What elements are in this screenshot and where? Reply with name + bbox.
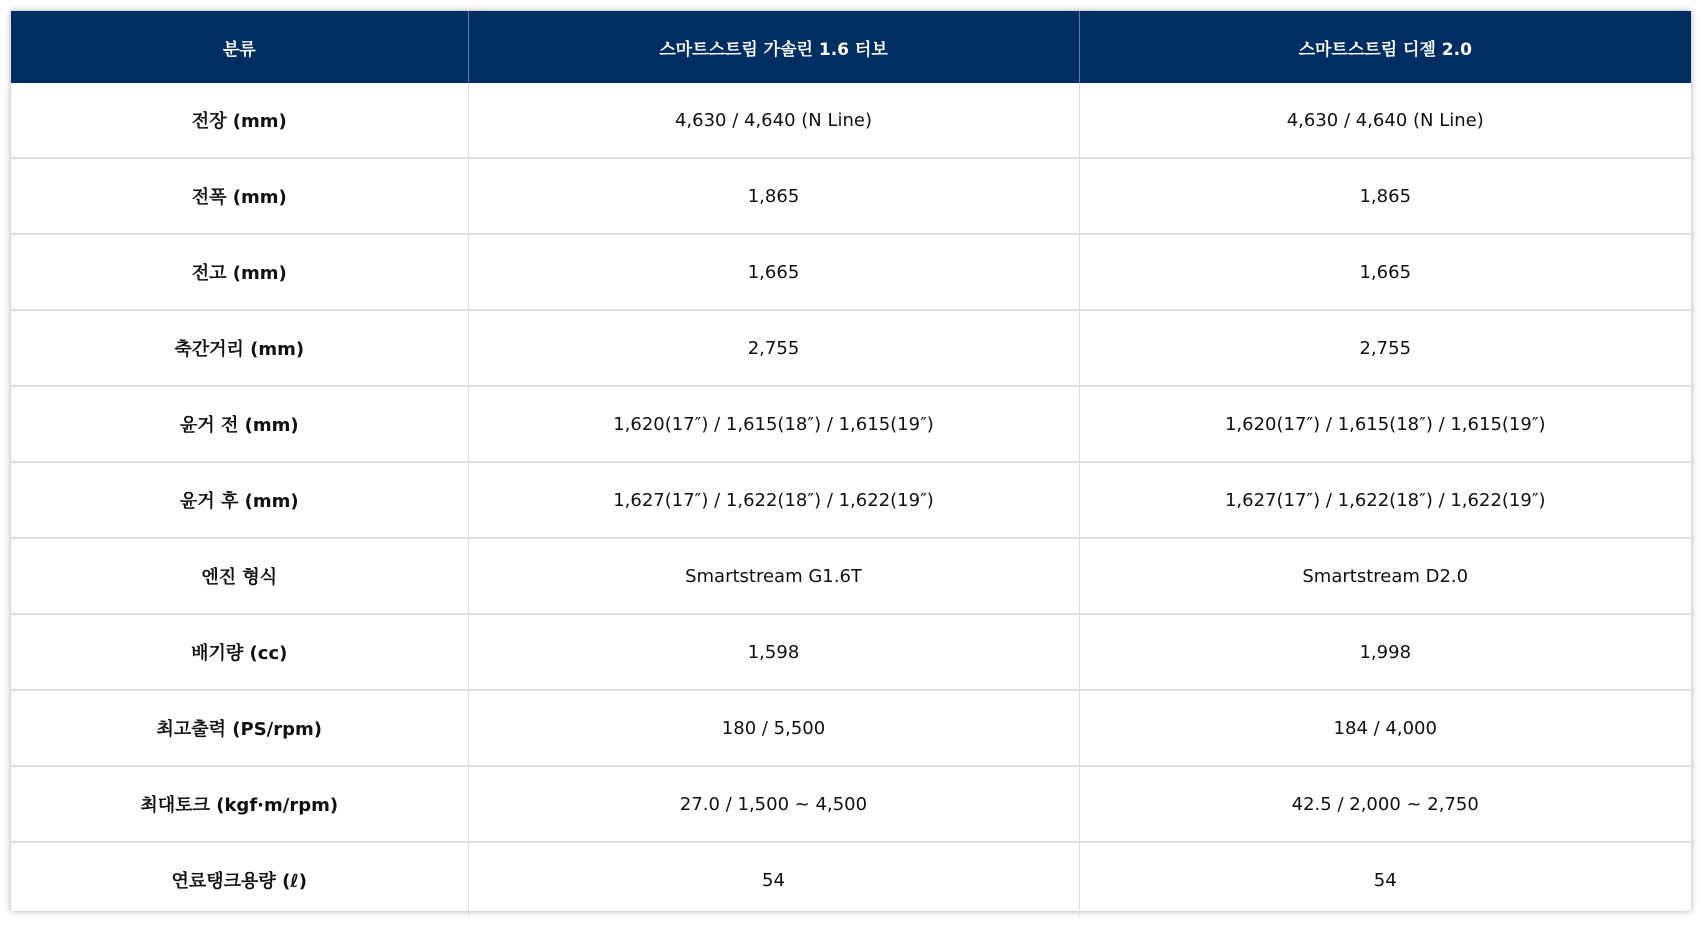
gasoline-value: 1,598 <box>468 614 1079 690</box>
diesel-value: 1,865 <box>1079 158 1691 234</box>
table-row <box>11 842 1691 917</box>
row-label: 배기량 (cc) <box>11 614 468 690</box>
gasoline-value: Smartstream G1.6T <box>468 538 1079 614</box>
gasoline-value: 180 / 5,500 <box>468 690 1079 766</box>
row-label: 전폭 (mm) <box>11 158 468 234</box>
diesel-value: 2,755 <box>1079 310 1691 386</box>
spec-table-frame <box>11 11 1691 911</box>
row-label: 엔진 형식 <box>11 538 468 614</box>
diesel-value: 4,630 / 4,640 (N Line) <box>1079 83 1691 158</box>
header-diesel: 스마트스트림 디젤 2.0 <box>1079 11 1691 83</box>
table-header <box>11 11 1691 83</box>
table-row <box>11 690 1691 766</box>
diesel-value: 42.5 / 2,000 ~ 2,750 <box>1079 766 1691 842</box>
table-row <box>11 83 1691 158</box>
diesel-value: 1,620(17″) / 1,615(18″) / 1,615(19″) <box>1079 386 1691 462</box>
diesel-value: Smartstream D2.0 <box>1079 538 1691 614</box>
table-row <box>11 158 1691 234</box>
table-row <box>11 766 1691 842</box>
table-row <box>11 310 1691 386</box>
table-row <box>11 614 1691 690</box>
table-row <box>11 538 1691 614</box>
diesel-value: 54 <box>1373 869 1397 891</box>
gasoline-value: 1,627(17″) / 1,622(18″) / 1,622(19″) <box>468 462 1079 538</box>
row-label: 최대토크 (kgf·m/rpm) <box>11 766 468 842</box>
diesel-value: 1,627(17″) / 1,622(18″) / 1,622(19″) <box>1079 462 1691 538</box>
row-label: 전장 (mm) <box>11 83 468 158</box>
table-row <box>11 386 1691 462</box>
gasoline-value: 54 <box>468 842 1079 917</box>
header-row <box>11 11 1691 83</box>
diesel-value: 184 / 4,000 <box>1079 690 1691 766</box>
row-label: 전고 (mm) <box>11 234 468 310</box>
header-category: 분류 <box>11 11 468 83</box>
row-label: 윤거 후 (mm) <box>11 462 468 538</box>
spec-table <box>11 11 1691 917</box>
row-label: 윤거 전 (mm) <box>11 386 468 462</box>
row-label: 축간거리 (mm) <box>11 310 468 386</box>
table-row <box>11 234 1691 310</box>
gasoline-value: 2,755 <box>468 310 1079 386</box>
header-gasoline: 스마트스트림 가솔린 1.6 터보 <box>468 11 1079 83</box>
diesel-value: 1,665 <box>1079 234 1691 310</box>
table-row <box>11 462 1691 538</box>
gasoline-value: 1,665 <box>468 234 1079 310</box>
row-label: 최고출력 (PS/rpm) <box>11 690 468 766</box>
gasoline-value: 4,630 / 4,640 (N Line) <box>468 83 1079 158</box>
diesel-value: 1,998 <box>1079 614 1691 690</box>
gasoline-value: 1,865 <box>468 158 1079 234</box>
gasoline-value: 1,620(17″) / 1,615(18″) / 1,615(19″) <box>468 386 1079 462</box>
gasoline-value: 27.0 / 1,500 ~ 4,500 <box>468 766 1079 842</box>
table-body <box>11 83 1691 917</box>
row-label: 연료탱크용량 (ℓ) <box>11 842 468 917</box>
